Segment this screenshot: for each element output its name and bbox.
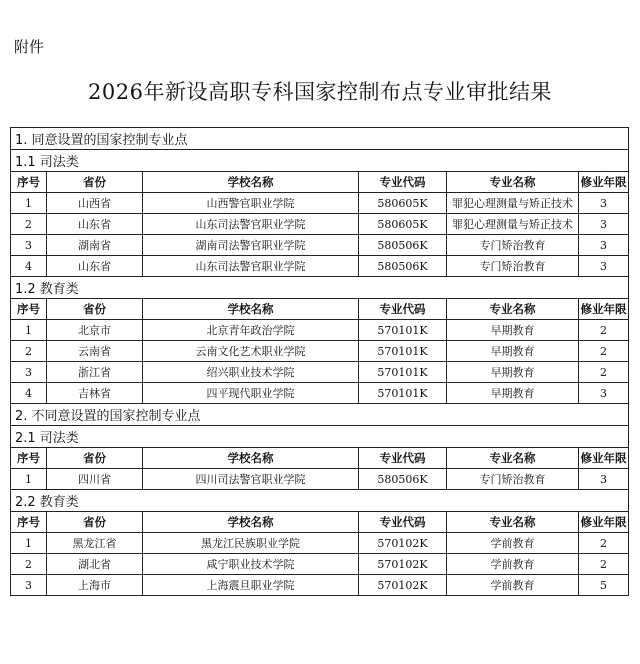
- cell-col-index: 2: [11, 341, 47, 362]
- header-col-index: 序号: [11, 512, 47, 533]
- cell-col-school: 山东司法警官职业学院: [143, 214, 359, 235]
- cell-col-index: 2: [11, 554, 47, 575]
- cell-col-index: 2: [11, 214, 47, 235]
- cell-col-years: 2: [579, 362, 629, 383]
- subsection-heading-label: 1.2 教育类: [11, 277, 629, 299]
- header-col-years: 修业年限: [579, 448, 629, 469]
- cell-col-code: 570101K: [359, 341, 447, 362]
- header-col-years: 修业年限: [579, 512, 629, 533]
- cell-col-major: 学前教育: [447, 575, 579, 596]
- cell-col-province: 浙江省: [47, 362, 143, 383]
- cell-col-province: 北京市: [47, 320, 143, 341]
- cell-col-index: 1: [11, 469, 47, 490]
- cell-col-code: 570101K: [359, 362, 447, 383]
- cell-col-school: 云南文化艺术职业学院: [143, 341, 359, 362]
- cell-col-province: 上海市: [47, 575, 143, 596]
- table-row: [11, 362, 629, 383]
- cell-col-code: 570102K: [359, 554, 447, 575]
- subsection-heading: [11, 277, 629, 299]
- subsection-heading: [11, 150, 629, 172]
- subsection-heading-label: 2.1 司法类: [11, 426, 629, 448]
- header-col-school: 学校名称: [143, 448, 359, 469]
- table-row: [11, 235, 629, 256]
- cell-col-province: 吉林省: [47, 383, 143, 404]
- table-row: [11, 214, 629, 235]
- subsection-heading-label: 2.2 教育类: [11, 490, 629, 512]
- cell-col-major: 专门矫治教育: [447, 235, 579, 256]
- cell-col-years: 2: [579, 533, 629, 554]
- cell-col-index: 1: [11, 320, 47, 341]
- cell-col-years: 2: [579, 554, 629, 575]
- table-row: [11, 469, 629, 490]
- header-col-code: 专业代码: [359, 512, 447, 533]
- cell-col-school: 咸宁职业技术学院: [143, 554, 359, 575]
- cell-col-code: 570102K: [359, 575, 447, 596]
- cell-col-index: 3: [11, 235, 47, 256]
- header-col-years: 修业年限: [579, 172, 629, 193]
- header-col-province: 省份: [47, 448, 143, 469]
- header-col-major: 专业名称: [447, 448, 579, 469]
- header-col-school: 学校名称: [143, 299, 359, 320]
- cell-col-years: 3: [579, 256, 629, 277]
- table-row: [11, 341, 629, 362]
- cell-col-years: 3: [579, 469, 629, 490]
- approval-results-table: [10, 127, 629, 596]
- header-col-province: 省份: [47, 172, 143, 193]
- cell-col-major: 罪犯心理测量与矫正技术: [447, 214, 579, 235]
- column-header-row: [11, 172, 629, 193]
- column-header-row: [11, 512, 629, 533]
- table-row: [11, 320, 629, 341]
- header-col-code: 专业代码: [359, 299, 447, 320]
- cell-col-province: 湖南省: [47, 235, 143, 256]
- cell-col-code: 570102K: [359, 533, 447, 554]
- header-col-province: 省份: [47, 299, 143, 320]
- header-col-major: 专业名称: [447, 299, 579, 320]
- document-title: 2026年新设高职专科国家控制布点专业审批结果: [88, 80, 552, 104]
- cell-col-years: 3: [579, 383, 629, 404]
- cell-col-years: 5: [579, 575, 629, 596]
- cell-col-province: 黑龙江省: [47, 533, 143, 554]
- cell-col-major: 早期教育: [447, 362, 579, 383]
- header-col-major: 专业名称: [447, 512, 579, 533]
- section-heading-label: 2. 不同意设置的国家控制专业点: [11, 404, 629, 426]
- table-row: [11, 193, 629, 214]
- cell-col-major: 学前教育: [447, 533, 579, 554]
- table-row: [11, 554, 629, 575]
- header-col-code: 专业代码: [359, 448, 447, 469]
- cell-col-province: 云南省: [47, 341, 143, 362]
- table-row: [11, 256, 629, 277]
- cell-col-school: 上海震旦职业学院: [143, 575, 359, 596]
- cell-col-school: 四平现代职业学院: [143, 383, 359, 404]
- header-col-index: 序号: [11, 448, 47, 469]
- table-row: [11, 383, 629, 404]
- attachment-label: 附件: [14, 38, 45, 56]
- cell-col-major: 专门矫治教育: [447, 469, 579, 490]
- column-header-row: [11, 299, 629, 320]
- section-heading-label: 1. 同意设置的国家控制专业点: [11, 128, 629, 150]
- cell-col-years: 3: [579, 235, 629, 256]
- cell-col-major: 学前教育: [447, 554, 579, 575]
- subsection-heading: [11, 490, 629, 512]
- cell-col-code: 580506K: [359, 469, 447, 490]
- header-col-years: 修业年限: [579, 299, 629, 320]
- header-col-school: 学校名称: [143, 512, 359, 533]
- cell-col-major: 早期教育: [447, 383, 579, 404]
- cell-col-index: 4: [11, 383, 47, 404]
- header-col-school: 学校名称: [143, 172, 359, 193]
- cell-col-code: 580605K: [359, 214, 447, 235]
- cell-col-province: 山东省: [47, 256, 143, 277]
- cell-col-index: 4: [11, 256, 47, 277]
- cell-col-index: 3: [11, 362, 47, 383]
- cell-col-school: 北京青年政治学院: [143, 320, 359, 341]
- cell-col-major: 早期教育: [447, 341, 579, 362]
- cell-col-school: 山西警官职业学院: [143, 193, 359, 214]
- cell-col-school: 黑龙江民族职业学院: [143, 533, 359, 554]
- cell-col-school: 山东司法警官职业学院: [143, 256, 359, 277]
- cell-col-province: 四川省: [47, 469, 143, 490]
- cell-col-province: 山西省: [47, 193, 143, 214]
- header-col-province: 省份: [47, 512, 143, 533]
- cell-col-years: 3: [579, 214, 629, 235]
- cell-col-years: 3: [579, 193, 629, 214]
- cell-col-code: 570101K: [359, 320, 447, 341]
- cell-col-index: 1: [11, 533, 47, 554]
- cell-col-major: 专门矫治教育: [447, 256, 579, 277]
- cell-col-province: 湖北省: [47, 554, 143, 575]
- table-row: [11, 533, 629, 554]
- table-row: [11, 575, 629, 596]
- section-heading: [11, 404, 629, 426]
- header-col-major: 专业名称: [447, 172, 579, 193]
- cell-col-years: 2: [579, 320, 629, 341]
- cell-col-code: 580506K: [359, 256, 447, 277]
- cell-col-years: 2: [579, 341, 629, 362]
- cell-col-province: 山东省: [47, 214, 143, 235]
- subsection-heading-label: 1.1 司法类: [11, 150, 629, 172]
- cell-col-code: 580506K: [359, 235, 447, 256]
- cell-col-school: 湖南司法警官职业学院: [143, 235, 359, 256]
- cell-col-index: 1: [11, 193, 47, 214]
- subsection-heading: [11, 426, 629, 448]
- column-header-row: [11, 448, 629, 469]
- header-col-index: 序号: [11, 299, 47, 320]
- header-col-code: 专业代码: [359, 172, 447, 193]
- cell-col-school: 绍兴职业技术学院: [143, 362, 359, 383]
- section-heading: [11, 128, 629, 150]
- cell-col-school: 四川司法警官职业学院: [143, 469, 359, 490]
- cell-col-code: 580605K: [359, 193, 447, 214]
- cell-col-major: 早期教育: [447, 320, 579, 341]
- cell-col-major: 罪犯心理测量与矫正技术: [447, 193, 579, 214]
- header-col-index: 序号: [11, 172, 47, 193]
- cell-col-code: 570101K: [359, 383, 447, 404]
- cell-col-index: 3: [11, 575, 47, 596]
